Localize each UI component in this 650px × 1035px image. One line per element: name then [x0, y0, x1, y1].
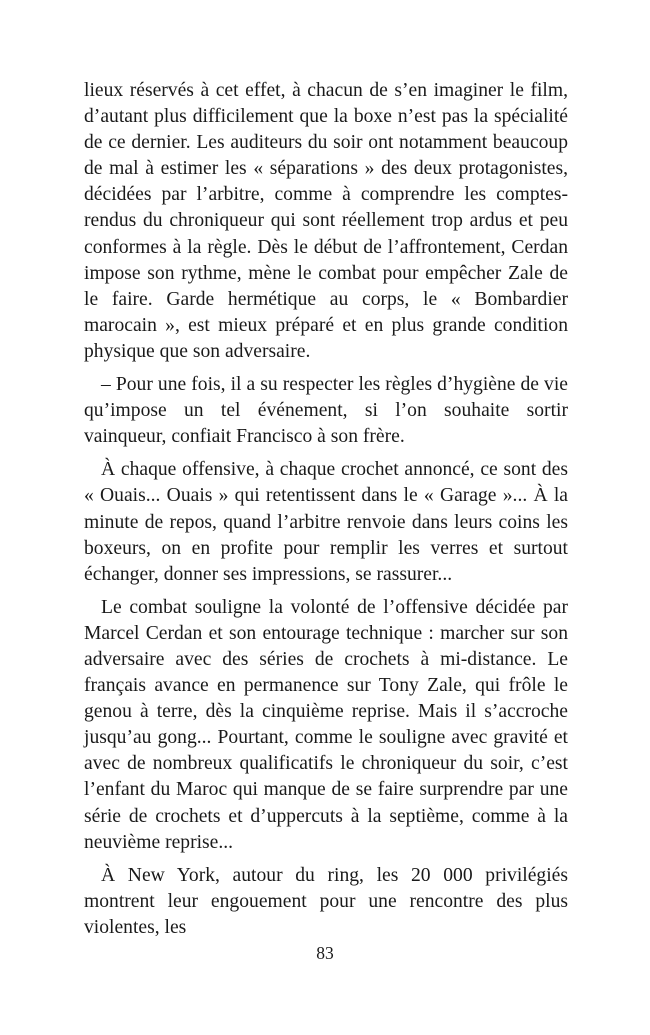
- body-text: [84, 78, 568, 941]
- paragraph-continuation: lieux réservés à cet effet, à chacun de s’en imaginer le film, d’autant plus difficilement que la boxe n’est pas la spécialité de ce dernier. Les auditeurs du soir ont notamment beaucoup de mal à estimer les « séparations » des deux protagonistes, décidées par l’arbitre, comme à comprendre les comptes-rendus du chroniqueur qui sont réellement trop ardus et peu conformes à la règle. Dès le début de l’affrontement, Cerdan impose son rythme, mène le combat pour empêcher Zale de le faire. Garde hermétique au corps, le « Bombardier marocain », est mieux préparé et en plus grande condition physique que son adversaire.: [84, 80, 568, 362]
- page-number: 83: [316, 943, 334, 963]
- paragraph: Le combat souligne la volonté de l’offensive décidée par Marcel Cerdan et son entourage technique : marcher sur son adversaire avec des séries de crochets à mi-distance. Le français avance en permanence sur Tony Zale, qui frôle le genou à terre, dès la cinquième reprise. Mais il s’accroche jusqu’au gong... Pourtant, comme le souligne avec gravité et avec de nombreux qualificatifs le chroniqueur du soir, c’est l’enfant du Maroc qui manque de se faire surprendre par une série de crochets et d’uppercuts à la septième, comme à la neuvième reprise...: [84, 596, 568, 853]
- paragraph-dialogue: – Pour une fois, il a su respecter les règles d’hygiène de vie qu’impose un tel événement, si l’on souhaite sortir vainqueur, confiait Francisco à son frère.: [84, 374, 568, 448]
- paragraph: À chaque offensive, à chaque crochet annoncé, ce sont des « Ouais... Ouais » qui retentissent dans le « Garage »... À la minute de repos, quand l’arbitre renvoie dans leurs coins les boxeurs, on en profite pour remplir les verres et surtout échanger, donner ses impressions, se rassurer...: [84, 459, 568, 585]
- paragraph: À New York, autour du ring, les 20 000 privilégiés montrent leur engouement pour une rencontre des plus violentes, les: [84, 864, 568, 938]
